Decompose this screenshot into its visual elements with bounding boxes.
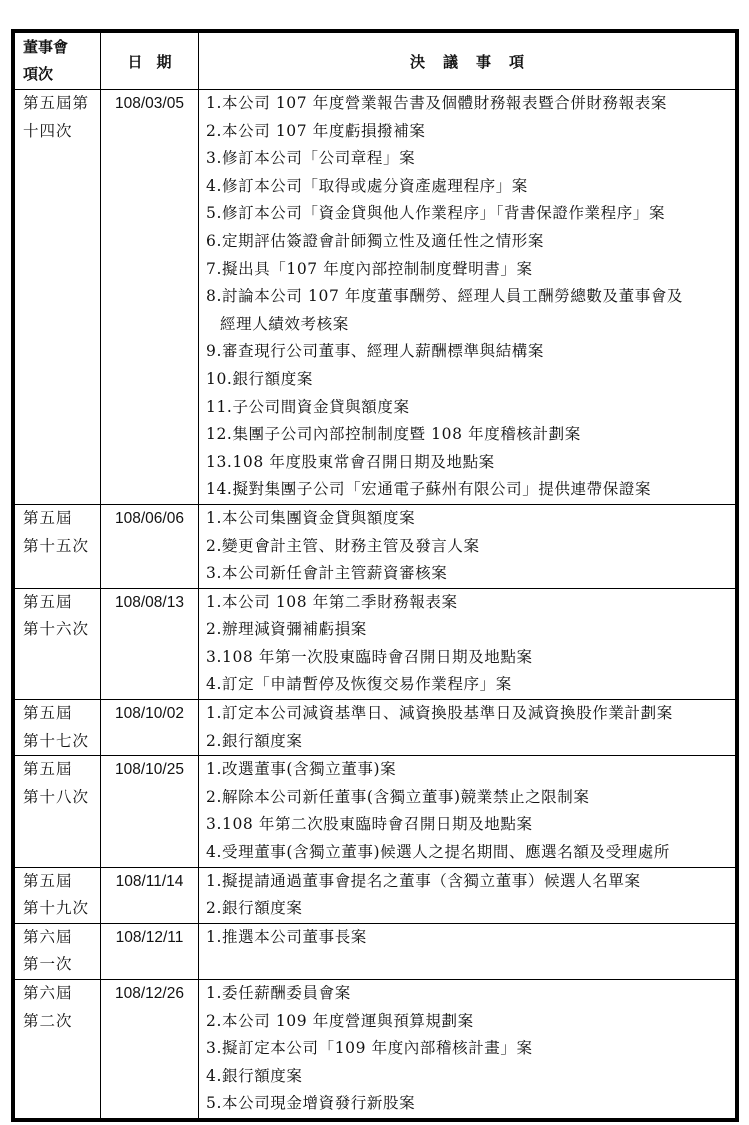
meeting-date: 108/08/13 [115,593,184,611]
session-text: 第五屆第 [23,94,90,112]
session-text: 第一次 [23,955,73,974]
resolution-item: 3.本公司新任會計主管薪資審核案 [206,564,448,583]
resolution-item: 2.銀行額度案 [206,899,303,918]
resolution-item: 4.訂定「申請暫停及恢復交易作業程序」案 [206,675,512,694]
resolution-item: 5.本公司現金增資發行新股案 [206,1094,416,1113]
resolution-item: 3.108 年第一次股東臨時會召開日期及地點案 [206,647,533,666]
resolution-item: 1.本公司 108 年第二季財務報表案 [206,592,458,611]
session-text: 十四次 [23,121,73,140]
date-cell [101,504,199,588]
meeting-date: 108/10/02 [115,705,184,723]
meeting-date: 108/11/14 [115,872,184,890]
session-text: 第二次 [23,1011,73,1030]
resolution-item: 4.銀行額度案 [206,1066,303,1085]
resolution-item: 3.修訂本公司「公司章程」案 [206,149,416,168]
session-text: 第五屆 [23,871,73,890]
session-text: 第五屆 [23,760,73,779]
resolution-item: 2.本公司 107 年度虧損撥補案 [206,121,426,140]
resolution-item: 1.改選董事(含獨立董事)案 [206,760,397,779]
date-cell [101,980,199,1119]
table-row [15,700,736,756]
resolution-item: 1.訂定本公司減資基準日、減資換股基準日及減資換股作業計劃案 [206,704,673,723]
table-header-row [15,33,736,90]
resolutions-cell [199,90,736,505]
resolution-item: 1.本公司 107 年度營業報告書及個體財務報表暨合併財務報表案 [206,94,667,112]
resolution-item: 經理人績效考核案 [220,314,349,333]
header-session-line: 項次 [23,65,54,83]
resolution-item: 1.委任薪酬委員會案 [206,984,351,1002]
date-cell [101,923,199,979]
header-date: 日期 [101,33,199,90]
session-text: 第六屆 [23,927,73,946]
resolution-item: 4.修訂本公司「取得或處分資產處理程序」案 [206,176,528,195]
resolution-item: 7.擬出具「107 年度內部控制制度聲明書」案 [206,259,533,278]
session-text: 第五屆 [23,592,73,611]
board-resolutions-table [11,29,739,1122]
meeting-date: 108/10/25 [115,761,184,779]
table-row [15,923,736,979]
resolution-item: 1.擬提請通過董事會提名之董事（含獨立董事）候選人名單案 [206,871,641,890]
resolution-item: 12.集團子公司內部控制制度暨 108 年度稽核計劃案 [206,425,581,444]
date-cell [101,756,199,867]
session-text: 第十八次 [23,787,90,806]
resolutions-cell [199,504,736,588]
resolutions-cell [199,980,736,1119]
session-text: 第十五次 [23,536,90,555]
session-text: 第六屆 [23,984,73,1002]
resolution-item: 8.討論本公司 107 年度董事酬勞、經理人員工酬勞總數及董事會及 [206,287,684,306]
table-row [15,980,736,1119]
session-cell [15,90,101,505]
meeting-date: 108/12/26 [115,985,184,1002]
table-row [15,504,736,588]
session-cell [15,980,101,1119]
resolution-item: 10.銀行額度案 [206,369,313,388]
session-text: 第十六次 [23,620,90,639]
session-cell [15,867,101,923]
resolution-item: 1.本公司集團資金貸與額度案 [206,508,416,527]
resolutions-cell [199,588,736,699]
resolution-item: 6.定期評估簽證會計師獨立性及適任性之情形案 [206,231,544,250]
resolution-item: 2.本公司 109 年度營運與預算規劃案 [206,1011,474,1030]
table-row [15,588,736,699]
resolution-item: 2.銀行額度案 [206,731,303,750]
session-cell [15,588,101,699]
date-cell [101,700,199,756]
resolution-item: 14.擬對集團子公司「宏通電子蘇州有限公司」提供連帶保證案 [206,480,652,499]
date-cell [101,588,199,699]
meeting-date: 108/03/05 [115,95,184,112]
resolution-item: 2.解除本公司新任董事(含獨立董事)競業禁止之限制案 [206,787,590,806]
resolution-item: 13.108 年度股東常會召開日期及地點案 [206,452,495,471]
resolutions-cell [199,756,736,867]
table-row [15,756,736,867]
date-cell [101,90,199,505]
resolutions-cell [199,700,736,756]
session-text: 第五屆 [23,704,73,723]
resolution-item: 2.變更會計主管、財務主管及發言人案 [206,536,480,555]
resolution-item: 3.108 年第二次股東臨時會召開日期及地點案 [206,815,533,834]
resolutions-cell [199,867,736,923]
header-session [15,33,101,90]
session-cell [15,504,101,588]
session-cell [15,756,101,867]
resolution-item: 4.受理董事(含獨立董事)候選人之提名期間、應選名額及受理處所 [206,843,670,862]
resolution-item: 2.辦理減資彌補虧損案 [206,620,367,639]
session-text: 第十九次 [23,899,90,918]
resolution-item: 5.修訂本公司「資金貸與他人作業程序」「背書保證作業程序」案 [206,204,666,223]
resolutions-cell [199,923,736,979]
session-text: 第十七次 [23,731,90,750]
table-row [15,90,736,505]
header-resolutions: 決議事項 [199,33,736,90]
resolution-item: 11.子公司間資金貸與額度案 [206,397,410,416]
session-cell [15,923,101,979]
meeting-date: 108/12/11 [115,928,184,946]
session-cell [15,700,101,756]
table-row [15,867,736,923]
resolution-item: 3.擬訂定本公司「109 年度內部稽核計畫」案 [206,1039,533,1058]
session-text: 第五屆 [23,508,73,527]
header-session-line: 董事會 [23,38,69,56]
date-cell [101,867,199,923]
resolution-item: 9.審查現行公司董事、經理人薪酬標準與結構案 [206,342,544,361]
meeting-date: 108/06/06 [115,509,184,527]
resolution-item: 1.推選本公司董事長案 [206,927,367,946]
